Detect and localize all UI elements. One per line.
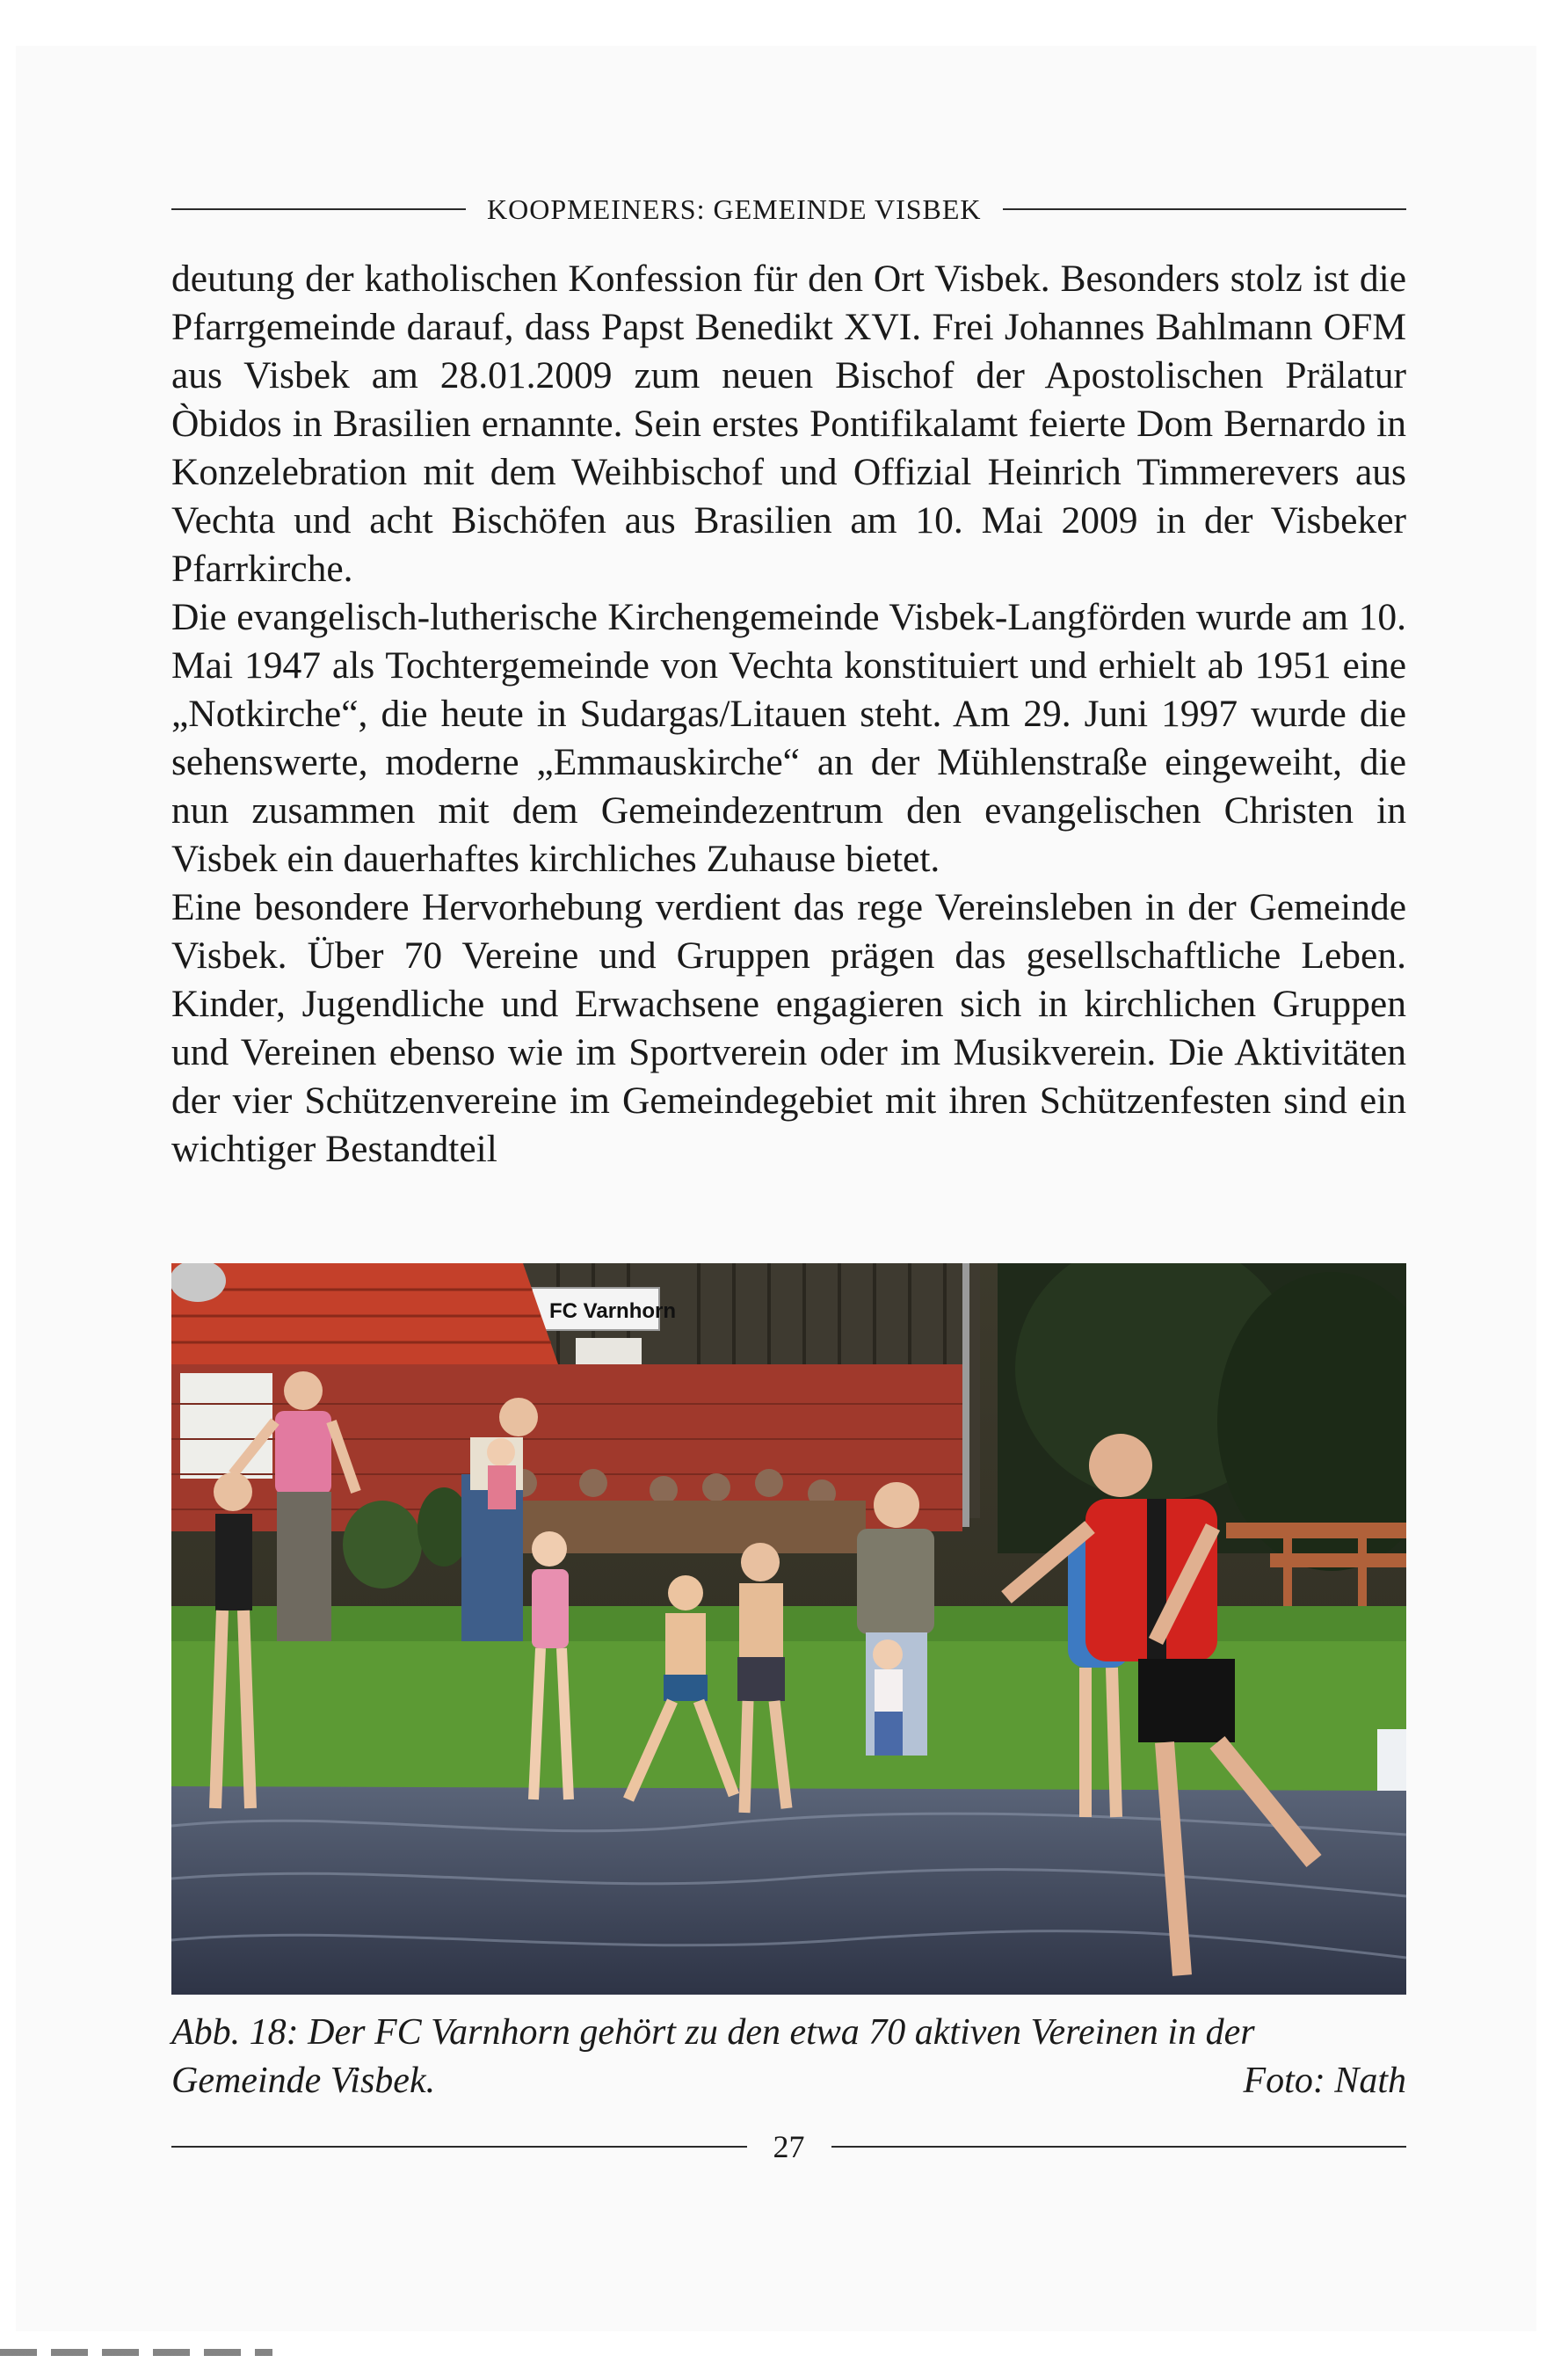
running-header [171, 192, 1406, 227]
page-number: 27 [773, 2129, 805, 2164]
figure-caption [171, 2009, 1406, 2105]
caption-line-2-row [171, 2057, 1406, 2105]
caption-line-1: Abb. 18: Der FC Varnhorn gehört zu den etwa 70 aktiven Vereinen in der [171, 2012, 1255, 2053]
photo-illustration [171, 1263, 1406, 1995]
footer-rule-left [171, 2146, 747, 2148]
footer-rule-right [831, 2146, 1407, 2148]
caption-line-2: Gemeinde Visbek. [171, 2061, 436, 2101]
header-rule-right [1003, 208, 1406, 210]
photo-fc-varnhorn [171, 1263, 1406, 1995]
club-sign-text: FC Varnhorn [549, 1299, 677, 1323]
paragraph: Die evangelisch-lutherische Kirchengemeinde Visbek-Langförden wurde am 10. Mai 1947 als Tochtergemeinde von Vechta konstituiert und erhielt ab 1951 eine „Notkirche“, die heute in Sudargas/Litauen steht. Am 29. Juni 1997 wurde die sehenswerte, moderne „Emmauskirche“ an der Mühlenstraße eingeweiht, die nun zusammen mit dem Gemeindezentrum den evangelischen Christen in Visbek ein dauerhaftes kirchliches Zuhause bietet. [171, 596, 1406, 880]
body-text [171, 255, 1406, 1174]
paragraph: Eine besondere Hervorhebung verdient das rege Vereinsleben in der Gemeinde Visbek. Über 70 Vereine und Gruppen prägen das gesellschaftliche Leben. Kinder, Jugendliche und Erwachsene engagieren sich in kirchlichen Gruppen und Vereinen ebenso wie im Sportverein oder im Musikverein. Die Aktivitäten der vier Schützenvereine im Gemeindegebiet mit ihren Schützenfesten sind ein wichtiger Bestandteil [171, 886, 1406, 1170]
scan-edge-mark [0, 2349, 272, 2356]
page-footer [171, 2129, 1406, 2164]
photo-credit: Foto: Nath [1243, 2061, 1406, 2101]
header-title: KOOPMEINERS: GEMEINDE VISBEK [487, 193, 982, 225]
paragraph: deutung der katholischen Konfession für den Ort Visbek. Besonders stolz ist die Pfarrgemeinde darauf, dass Papst Benedikt XVI. Frei Johannes Bahlmann OFM aus Visbek am 28.01.2009 zum neuen Bischof der Apostolischen Prälatur Òbidos in Brasilien ernannte. Sein erstes Pontifikalamt feierte Dom Bernardo in Konzelebration mit dem Weihbischof und Offizial Heinrich Timmerevers aus Vechta und acht Bischöfen aus Brasilien am 10. Mai 2009 in der Visbeker Pfarrkirche. [171, 258, 1406, 590]
red-tile-roof [171, 1263, 558, 1364]
header-rule-left [171, 208, 466, 210]
